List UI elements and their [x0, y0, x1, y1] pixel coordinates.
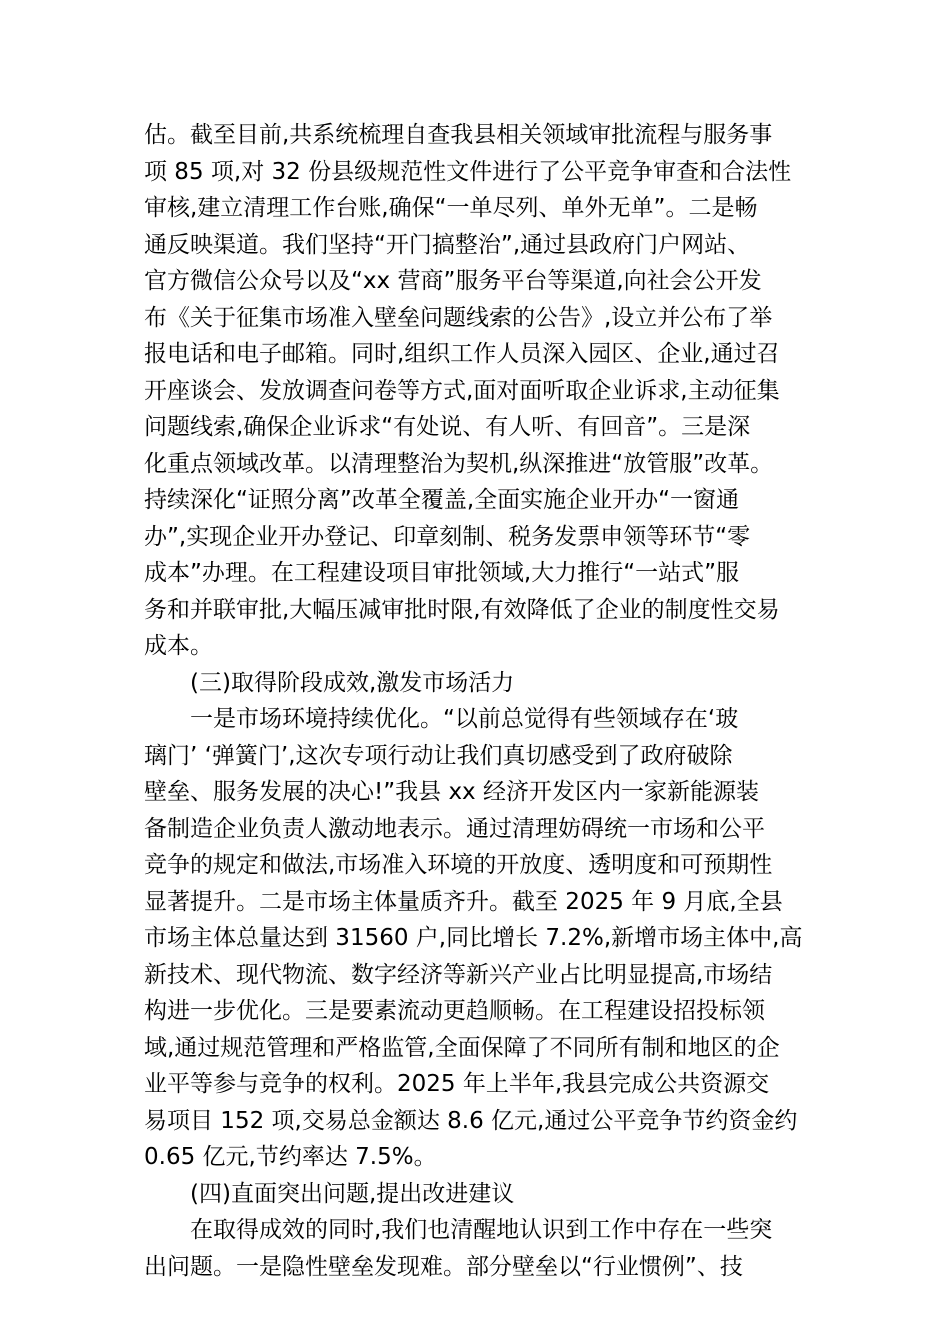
text-line: 业平等参与竞争的权利。2025 年上半年,我县完成公共资源交	[144, 1071, 770, 1097]
text-line: 显著提升。二是市场主体量质齐升。截至 2025 年 9 月底,全县	[144, 888, 783, 915]
text-line: 通反映渠道。我们坚持“开门搞整治”,通过县政府门户网站、	[144, 231, 751, 258]
text-line: 布《关于征集市场准入壁垒问题线索的公告》,设立并公布了举	[144, 304, 773, 331]
text-line: 在取得成效的同时,我们也清醒地认识到工作中存在一些突	[190, 1217, 773, 1243]
text-line: 出问题。一是隐性壁垒发现难。部分壁垒以“行业惯例”、技	[144, 1253, 743, 1280]
text-line: 璃门’ ‘弹簧门’,这次专项行动让我们真切感受到了政府破除	[144, 742, 733, 769]
text-line: 开座谈会、发放调查问卷等方式,面对面听取企业诉求,主动征集	[144, 377, 780, 404]
text-line: (四)直面突出问题,提出改进建议	[190, 1180, 515, 1207]
text-line: 务和并联审批,大幅压减审批时限,有效降低了企业的制度性交易	[144, 596, 780, 623]
text-line: 0.65 亿元,节约率达 7.5%。	[144, 1144, 437, 1170]
text-line: 成本。	[144, 633, 213, 659]
text-line: (三)取得阶段成效,激发市场活力	[190, 669, 515, 696]
text-line: 审核,建立清理工作台账,确保“一单尽列、单外无单”。二是畅	[144, 195, 758, 221]
text-line: 备制造企业负责人激动地表示。通过清理妨碍统一市场和公平	[144, 815, 765, 842]
text-line: 壁垒、服务发展的决心!”我县 xx 经济开发区内一家新能源装	[144, 779, 759, 805]
text-line: 办”,实现企业开办登记、印章刻制、税务发票申领等环节“零	[144, 523, 751, 550]
text-line: 化重点领域改革。以清理整治为契机,纵深推进“放管服”改革。	[144, 450, 774, 477]
text-line: 项 85 项,对 32 份县级规范性文件进行了公平竞争审查和合法性	[144, 158, 792, 185]
text-line: 一是市场环境持续优化。“以前总觉得有些领域存在‘玻	[190, 706, 739, 732]
text-line: 问题线索,确保企业诉求“有处说、有人听、有回音”。三是深	[144, 414, 751, 440]
text-line: 成本”办理。在工程建设项目审批领域,大力推行“一站式”服	[144, 560, 740, 586]
body-text	[144, 117, 808, 1285]
text-line: 报电话和电子邮箱。同时,组织工作人员深入园区、企业,通过召	[144, 341, 780, 367]
text-line: 易项目 152 项,交易总金额达 8.6 亿元,通过公平竞争节约资金约	[144, 1107, 798, 1134]
text-line: 新技术、现代物流、数字经济等新兴产业占比明显提高,市场结	[144, 961, 773, 988]
text-line: 构进一步优化。三是要素流动更趋顺畅。在工程建设招投标领	[144, 998, 765, 1024]
text-line: 市场主体总量达到 31560 户,同比增长 7.2%,新增市场主体中,高	[144, 925, 803, 951]
text-line: 官方微信公众号以及“xx 营商”服务平台等渠道,向社会公开发	[144, 268, 762, 294]
text-line: 估。截至目前,共系统梳理自查我县相关领域审批流程与服务事	[144, 122, 773, 148]
text-line: 域,通过规范管理和严格监管,全面保障了不同所有制和地区的企	[144, 1034, 780, 1061]
text-line: 竞争的规定和做法,市场准入环境的开放度、透明度和可预期性	[144, 852, 773, 878]
text-line: 持续深化“证照分离”改革全覆盖,全面实施企业开办“一窗通	[144, 487, 740, 513]
